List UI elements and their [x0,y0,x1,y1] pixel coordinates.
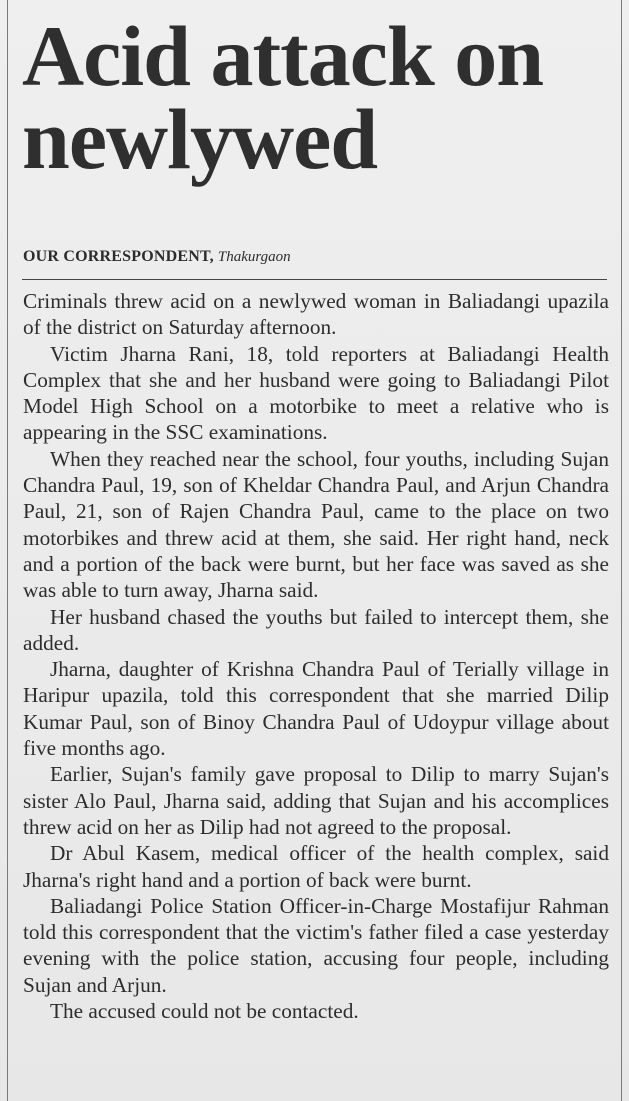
right-column-rule [621,0,622,1101]
byline-location: Thakurgaon [217,249,291,265]
left-column-rule [7,0,8,1101]
article-paragraph: Her husband chased the youths but failed to intercept them, she added. [23,604,609,655]
article-paragraph: Criminals threw acid on a newlywed woman in Baliadangi upazila of the district on Saturday afternoon. [23,289,609,340]
article-paragraph: The accused could not be contacted. [50,999,359,1024]
article-paragraph: Jharna, daughter of Krishna Chandra Paul of Terially village in Haripur upazila, told this correspondent that she married Dilip Kumar Paul, son of Binoy Chandra Paul of Udoypur village about five months ago. [23,657,609,761]
article-paragraph: Dr Abul Kasem, medical officer of the health complex, said Jharna's right hand and a portion of back were burnt. [23,841,609,892]
article-paragraph: Victim Jharna Rani, 18, told reporters at Baliadangi Health Complex that she and her husband were going to Baliadangi Pilot Model High School on a motorbike to meet a relative who is appearing in the SSC examinations. [23,341,609,445]
article-paragraph: Baliadangi Police Station Officer-in-Charge Mostafijur Rahman told this correspondent that the victim's father filed a case yesterday evening with the police station, accusing four people, including Sujan and Arjun. [23,893,609,997]
byline-divider [22,279,607,280]
correspondent-label: OUR CORRESPONDENT, [23,248,214,265]
article-headline: Acid attack on newlywed [22,8,544,188]
article-paragraph: When they reached near the school, four youths, including Sujan Chandra Paul, 19, son of Kheldar Chandra Paul, and Arjun Chandra Paul, 21, son of Rajen Chandra Paul, came to the place on two motorbikes and threw acid at them, she said. Her right hand, neck and a portion of the back were burnt, but her face was saved as she was able to turn away, Jharna said. [23,446,609,603]
article-byline [23,248,603,266]
article-body [23,288,609,1088]
article-paragraph: Earlier, Sujan's family gave proposal to Dilip to marry Sujan's sister Alo Paul, Jharna said, adding that Sujan and his accomplices threw acid on her as Dilip had not agreed to the proposal. [23,762,609,839]
